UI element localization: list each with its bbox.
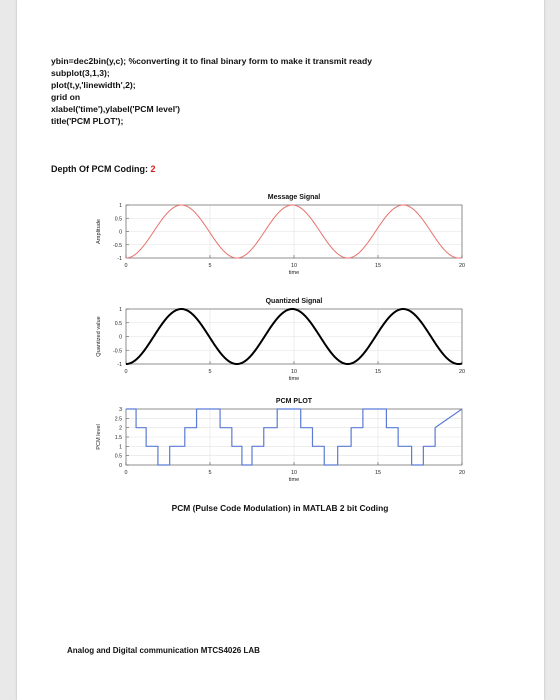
y-tick-label: 0 — [119, 229, 122, 236]
page-footer: Analog and Digital communication MTCS4026 LAB — [67, 646, 260, 655]
y-tick-label: 0.5 — [114, 453, 122, 460]
plot-title: Quantized Signal — [265, 298, 323, 305]
figure-caption: PCM (Pulse Code Modulation) in MATLAB 2 bit Coding — [171, 503, 389, 513]
y-tick-label: -1 — [117, 362, 122, 368]
y-axis-label: Quantized value — [96, 316, 102, 357]
x-tick-label: 5 — [208, 369, 212, 375]
y-axis-label: PCM level — [96, 424, 102, 450]
depth-label: Depth Of PCM Coding: — [51, 164, 148, 174]
x-tick-label: 20 — [459, 369, 465, 375]
x-tick-label: 0 — [124, 470, 128, 476]
x-tick-label: 15 — [375, 470, 381, 476]
y-tick-label: 0 — [119, 463, 122, 469]
y-axis-label: Amplitude — [96, 219, 102, 244]
y-tick-label: 2.5 — [114, 416, 122, 423]
y-tick-label: 1.5 — [114, 435, 122, 441]
x-tick-label: 20 — [459, 470, 465, 476]
y-tick-label: 1 — [119, 203, 122, 209]
plot-title: PCM PLOT — [275, 398, 313, 405]
x-tick-label: 0 — [124, 369, 128, 375]
y-tick-label: -0.5 — [113, 348, 122, 355]
code-line: subplot(3,1,3); — [51, 68, 110, 78]
plot-title: Message Signal — [267, 194, 321, 201]
y-tick-label: 1 — [119, 307, 122, 313]
x-tick-label: 20 — [459, 263, 465, 269]
y-tick-label: 0.5 — [114, 216, 122, 223]
code-line: title('PCM PLOT'); — [51, 116, 124, 126]
x-tick-label: 15 — [375, 369, 381, 375]
y-tick-label: 0.5 — [114, 320, 122, 327]
y-tick-label: 1 — [119, 444, 122, 451]
x-tick-label: 10 — [291, 369, 297, 375]
x-tick-label: 15 — [375, 263, 381, 269]
depth-value: 2 — [150, 164, 156, 174]
y-tick-label: 0 — [119, 334, 122, 341]
x-tick-label: 0 — [124, 263, 128, 269]
x-tick-label: 5 — [208, 263, 212, 269]
x-axis-label: time — [288, 376, 300, 382]
x-tick-label: 5 — [208, 470, 212, 476]
x-axis-label: time — [288, 477, 300, 483]
code-line: xlabel('time'),ylabel('PCM level') — [51, 104, 181, 114]
code-line: grid on — [51, 92, 81, 102]
code-line: ybin=dec2bin(y,c); %converting it to final binary form to make it transmit ready — [51, 56, 372, 66]
y-tick-label: -0.5 — [113, 242, 122, 249]
x-axis-label: time — [288, 270, 300, 276]
x-tick-label: 10 — [291, 263, 297, 269]
x-tick-label: 10 — [291, 470, 297, 476]
code-line: plot(t,y,'linewidth',2); — [51, 80, 136, 90]
y-tick-label: 2 — [119, 425, 122, 432]
y-tick-label: -1 — [117, 256, 122, 262]
y-tick-label: 3 — [119, 407, 122, 413]
